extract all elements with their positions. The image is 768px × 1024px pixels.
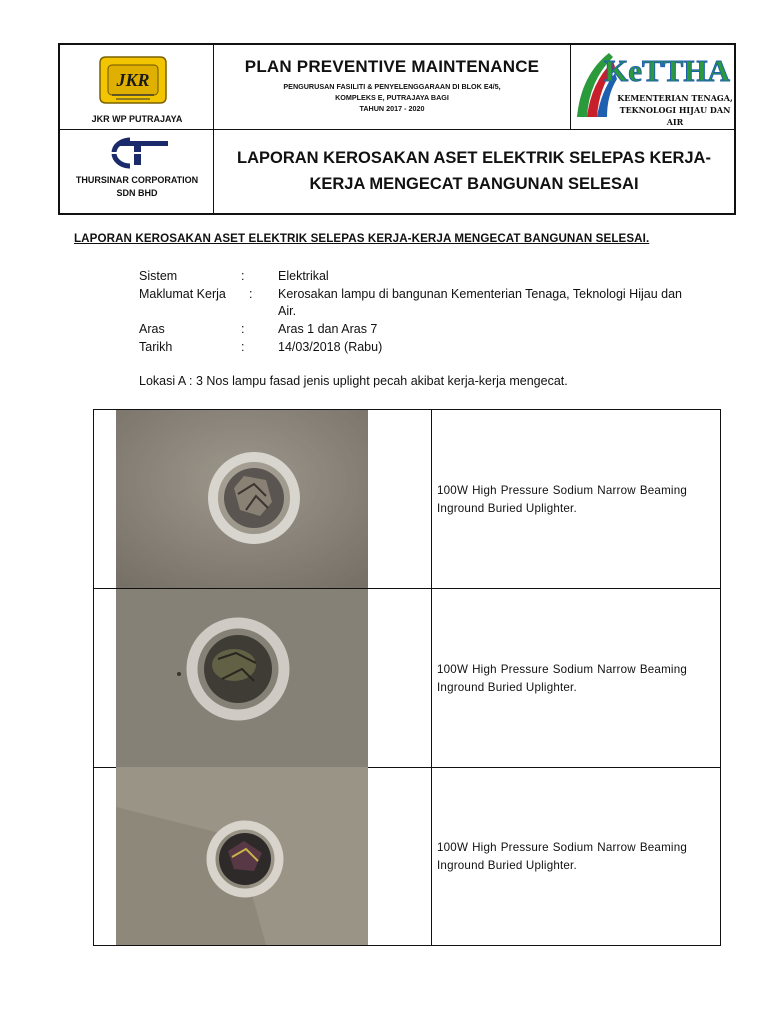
field-colon: : [249,287,253,301]
report-heading: LAPORAN KEROSAKAN ASET ELEKTRIK SELEPAS KERJA-KERJA MENGECAT BANGUNAN SELESAI. [74,232,650,245]
ketha-caption: KEMENTERIAN TENAGA, TEKNOLOGI HIJAU DAN AIR [617,93,733,127]
field-label-sistem: Sistem [139,269,178,283]
jkr-logo-text: JKR [116,70,150,90]
field-label-aras: Aras [139,322,165,336]
row-description-3: 100W High Pressure Sodium Narrow Beaming Inground Buried Uplighter. [437,841,687,872]
field-colon: : [241,340,245,354]
jkr-caption: JKR WP PUTRAJAYA [91,114,183,124]
row-description-1: 100W High Pressure Sodium Narrow Beaming Inground Buried Uplighter. [437,484,687,515]
lokasi-text: Lokasi A : 3 Nos lampu fasad jenis uplight pecah akibat kerja-kerja mengecat. [139,374,568,388]
field-colon: : [241,269,245,283]
damage-photo-2 [116,589,368,767]
field-value-maklumat: Kerosakan lampu di bangunan Kementerian Tenaga, Teknologi Hijau dan Air. [278,287,682,318]
field-value-tarikh: 14/03/2018 (Rabu) [278,340,383,354]
field-colon: : [241,322,245,336]
jkr-logo [98,55,168,105]
damage-photo-3 [116,767,368,945]
thursinar-caption: THURSINAR CORPORATION SDN BHD [75,175,199,198]
field-value-sistem: Elektrikal [278,269,329,283]
field-label-maklumat: Maklumat Kerja [139,287,226,301]
page-subtitle: PENGURUSAN FASILITI & PENYELENGGARAAN DI BLOK E4/5, KOMPLEKS E, PUTRAJAYA BAGI TAHUN 2017 - 2020 [283,82,501,113]
report-title: LAPORAN KEROSAKAN ASET ELEKTRIK SELEPAS KERJA- KERJA MENGECAT BANGUNAN SELESAI [237,149,711,193]
page-title: PLAN PREVENTIVE MAINTENANCE [244,57,540,76]
field-value-aras: Aras 1 dan Aras 7 [278,322,378,336]
damage-photo-1 [116,410,368,588]
thursinar-logo [90,136,170,170]
row-description-2: 100W High Pressure Sodium Narrow Beaming Inground Buried Uplighter. [437,663,687,694]
field-label-tarikh: Tarikh [139,340,173,354]
ketha-logo-text: KeTTHA [604,53,730,88]
